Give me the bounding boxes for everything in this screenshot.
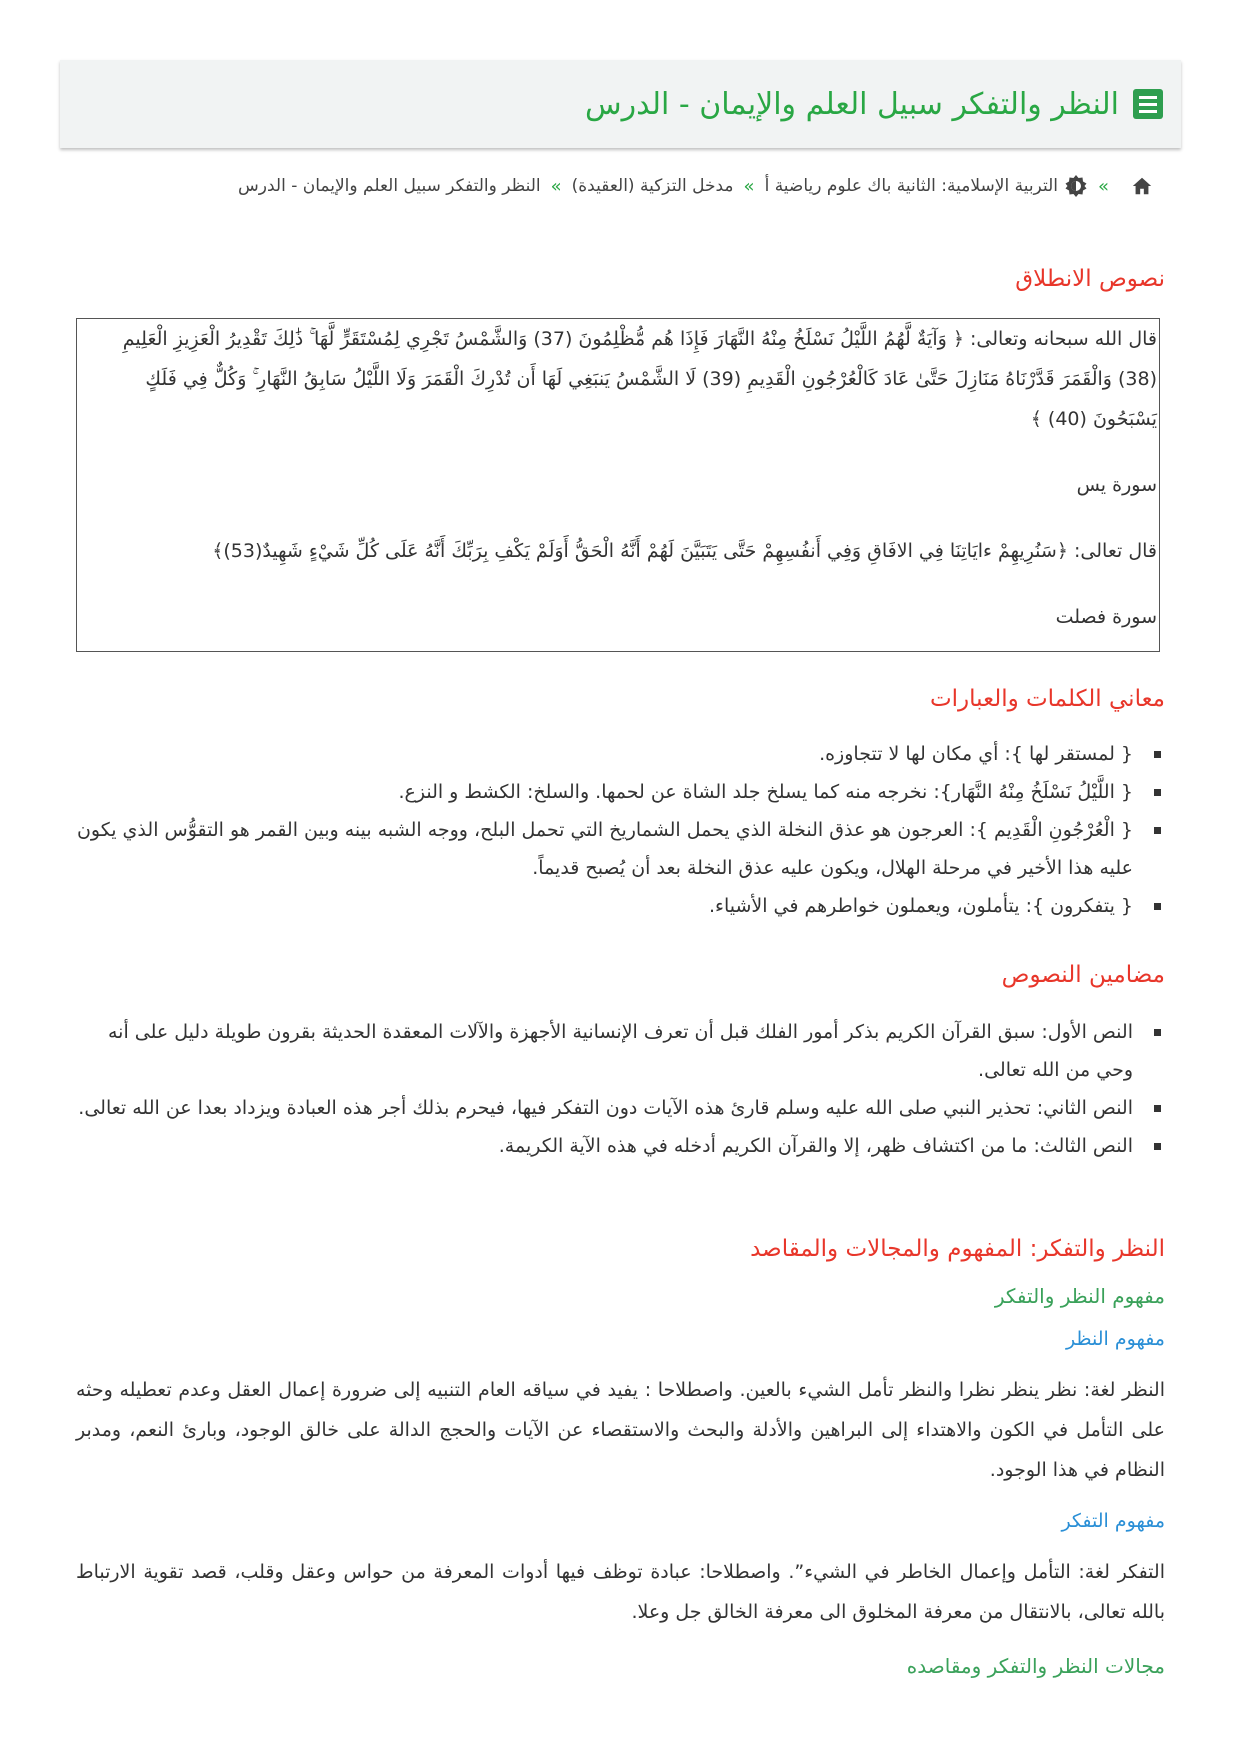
breadcrumb-item-subject[interactable]: التربية الإسلامية: الثانية باك علوم رياضية أ	[764, 176, 1058, 196]
subheading-fields: مجالات النظر والتفكر ومقاصده	[906, 1654, 1165, 1678]
breadcrumb-separator: »	[550, 175, 562, 197]
list-item: { الْعُرْجُونِ الْقَدِيم }: العرجون هو عذق النخلة الذي يحمل الشماريخ التي تحمل البلح، ووجه الشبه بينه وبين القمر هو التقوُّس الذي يكون عليه هذا الأخير في مرحلة الهلال، ويكون عليه عذق النخلة بعد أن يُصبح قديماً.	[76, 811, 1165, 887]
quote-fussilat: قال تعالى: ﴿سَنُرِيهِمْ ءايَاتِنَا فِي الافَاقِ وَفِي أَنفُسِهِمْ حَتَّى يَتَبَيَّنَ لَهُمْ أَنَّهُ الْحَقُّ أَوَلَمْ يَكْفِ بِرَبِّكَ أَنَّهُ عَلَى كُلِّ شَيْءٍ شَهِيدٌ(53)﴾	[212, 540, 1157, 562]
breadcrumb-item-lesson: النظر والتفكر سبيل العلم والإيمان - الدرس	[238, 176, 541, 196]
section-heading-meanings: معاني الكلمات والعبارات	[930, 686, 1165, 712]
list-item: النص الثاني: تحذير النبي صلى الله عليه وسلم قارئ هذه الآيات دون التفكر فيها، فيحرم بذلك أجر هذه العبادة ويزداد بعدا عن الله تعالى.	[76, 1089, 1165, 1127]
list-item: النص الثالث: ما من اكتشاف ظهر، إلا والقرآن الكريم أدخله في هذه الآية الكريمة.	[76, 1127, 1165, 1165]
meanings-list	[76, 735, 1165, 925]
quote-yasin: قال الله سبحانه وتعالى: ﴿ وَآيَةٌ لَّهُمُ اللَّيْلُ نَسْلَخُ مِنْهُ النَّهَارَ فَإِذَا هُم مُّظْلِمُونَ (37) وَالشَّمْسُ تَجْرِي لِمُسْتَقَرٍّ لَّهَا ۚ ذَٰلِكَ تَقْدِيرُ الْعَزِيزِ الْعَلِيمِ (38) وَالْقَمَرَ قَدَّرْنَاهُ مَنَازِلَ حَتَّىٰ عَادَ كَالْعُرْجُونِ الْقَدِيمِ (39) لَا الشَّمْسُ يَنبَغِي لَهَا أَن تُدْرِكَ الْقَمَرَ وَلَا اللَّيْلُ سَابِقُ النَّهَارِ ۚ وَكُلٌّ فِي فَلَكٍ يَسْبَحُونَ (40) ﴾	[122, 328, 1157, 430]
page-title: النظر والتفكر سبيل العلم والإيمان - الدرس	[585, 86, 1119, 122]
quote-source-fussilat: سورة فصلت	[1055, 606, 1157, 628]
breadcrumb	[238, 170, 1153, 202]
home-icon[interactable]	[1131, 175, 1153, 197]
contents-list	[76, 1013, 1165, 1165]
quote-box	[76, 318, 1160, 652]
subheading-concept: مفهوم النظر والتفكر	[994, 1284, 1165, 1308]
subheading-tafakkur: مفهوم التفكر	[1061, 1510, 1165, 1532]
paragraph-nazar: النظر لغة: نظر ينظر نظرا والنظر تأمل الشيء بالعين. واصطلاحا : يفيد في سياقه العام التنبيه إلى ضرورة إعمال العقل وعدم تعطيله وحثه على التأمل في الكون والاهتداء إلى البراهين والأدلة والبحث والاستقصاء عن الآيات والحجج الدالة على خالق الوجود، وبارئ النعم، ومدبر النظام في هذا الوجود.	[76, 1379, 1165, 1481]
section-heading-concept: النظر والتفكر: المفهوم والمجالات والمقاصد	[750, 1236, 1165, 1262]
section-heading-contents: مضامين النصوص	[1001, 962, 1165, 988]
subheading-nazar: مفهوم النظر	[1065, 1328, 1165, 1350]
title-card	[60, 60, 1181, 148]
gear-icon[interactable]	[1064, 174, 1088, 198]
document-icon	[1133, 89, 1163, 119]
quote-source-yasin: سورة يس	[1076, 474, 1157, 496]
paragraph-tafakkur: التفكر لغة: التأمل وإعمال الخاطر في الشيء”. واصطلاحا: عبادة توظف فيها أدوات المعرفة من حواس وعقل وقلب، قصد تقوية الارتباط بالله تعالى، بالانتقال من معرفة المخلوق الى معرفة الخالق جل وعلا.	[76, 1561, 1165, 1623]
breadcrumb-separator: »	[743, 175, 755, 197]
list-item: { اللَّيْلُ نَسْلَخُ مِنْهُ النَّهَار}: نخرجه منه كما يسلخ جلد الشاة عن لحمها. والسلخ: الكشط و النزع.	[76, 773, 1165, 811]
breadcrumb-item-unit[interactable]: مدخل التزكية (العقيدة)	[571, 176, 734, 196]
list-item: { لمستقر لها }: أي مكان لها لا تتجاوزه.	[76, 735, 1165, 773]
list-item: { يتفكرون }: يتأملون، ويعملون خواطرهم في الأشياء.	[76, 887, 1165, 925]
list-item: النص الأول: سبق القرآن الكريم بذكر أمور الفلك قبل أن تعرف الإنسانية الأجهزة والآلات المعقدة الحديثة بقرون طويلة دليل على أنه وحي من الله تعالى.	[76, 1013, 1165, 1089]
section-heading-starting-texts: نصوص الانطلاق	[1015, 266, 1165, 292]
breadcrumb-separator: »	[1097, 175, 1109, 197]
